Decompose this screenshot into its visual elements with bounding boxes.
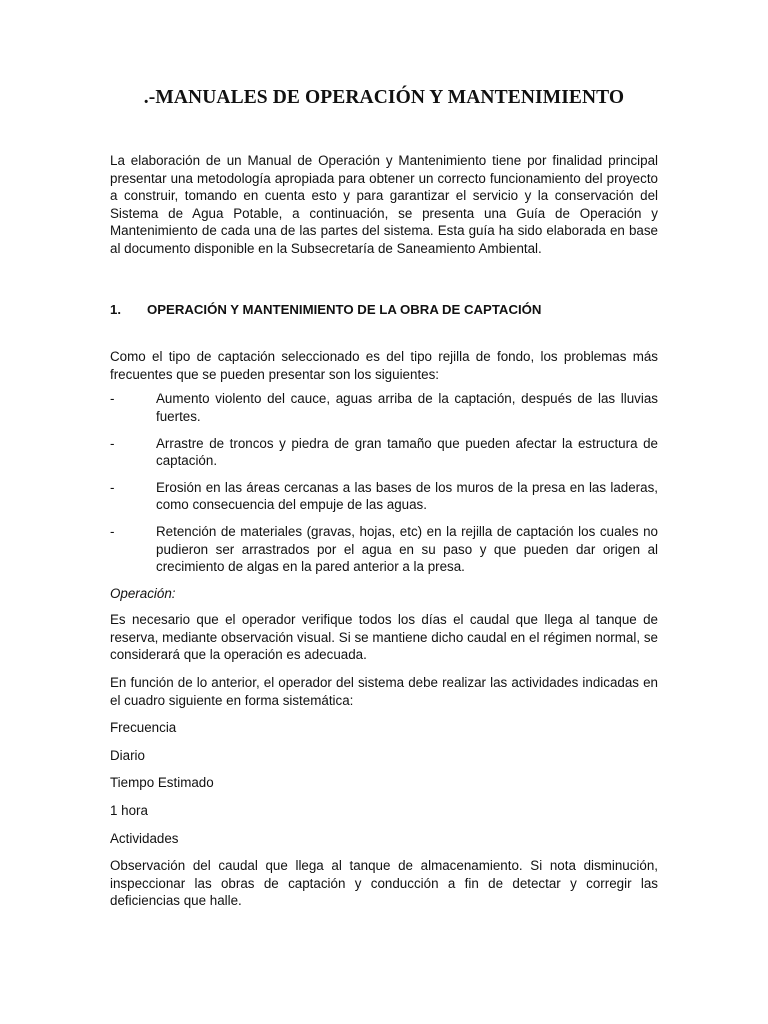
list-item-text: Retención de materiales (gravas, hojas, etc) en la rejilla de captación los cuales no pudieron ser arrastrados por el agua en su paso y que pueden dar origen al crecimiento de algas en la pared anterior a la presa. [156,523,658,575]
list-item [110,479,658,514]
problem-list [110,390,658,575]
activities-value: Observación del caudal que llega al tanque de almacenamiento. Si nota disminución, inspeccionar las obras de captación y conducción a fin de detectar y corregir las deficiencias que halle. [110,858,658,909]
bullet-marker: - [110,435,115,451]
document-body [110,152,658,920]
document-title: .-MANUALES DE OPERACIÓN Y MANTENIMIENTO [143,87,625,108]
frequency-label: Frecuencia [110,720,177,736]
operation-paragraph: Es necesario que el operador verifique todos los días el caudal que llega al tanque de reserva, mediante observación visual. Si se mantiene dicho caudal en el régimen normal, se considerará que la operación es adecuada. [110,612,658,663]
bullet-marker: - [110,479,115,495]
time-value: 1 hora [110,803,148,819]
section-heading [110,301,658,319]
list-item-text: Erosión en las áreas cercanas a las bases de los muros de la presa en las laderas, como consecuencia del empuje de las aguas. [156,479,658,513]
operation-activities-paragraph: En función de lo anterior, el operador del sistema debe realizar las actividades indicadas en el cuadro siguiente en forma sistemática: [110,675,658,708]
section-lead-paragraph: Como el tipo de captación seleccionado es del tipo rejilla de fondo, los problemas más frecuentes que se pueden presentar son los siguientes: [110,349,658,382]
list-item-text: Arrastre de troncos y piedra de gran tamaño que pueden afectar la estructura de captación. [156,435,658,469]
bullet-marker: - [110,391,115,407]
intro-paragraph: La elaboración de un Manual de Operación y Mantenimiento tiene por finalidad principal presentar una metodología apropiada para obtener un correcto funcionamiento del proyecto a construir, tomando en cuenta esto y para garantizar el servicio y la conservación del Sistema de Agua Potable, a continuación, se presenta una Guía de Operación y Mantenimiento de cada una de las partes del sistema. Esta guía ha sido elaborada en base al documento disponible en la Subsecretaría de Saneamiento Ambiental. [110,153,658,256]
activities-label: Actividades [110,830,179,846]
list-item-text: Aumento violento del cauce, aguas arriba de la captación, después de las lluvias fuertes. [156,391,658,424]
list-item [110,390,658,425]
frequency-value: Diario [110,747,145,763]
bullet-marker: - [110,523,115,539]
time-label: Tiempo Estimado [110,775,214,791]
section-title: OPERACIÓN Y MANTENIMIENTO DE LA OBRA DE CAPTACIÓN [147,301,542,317]
operation-subheading: Operación: [110,585,176,601]
list-item [110,435,658,470]
list-item [110,523,658,576]
section-number: 1. [110,301,121,317]
